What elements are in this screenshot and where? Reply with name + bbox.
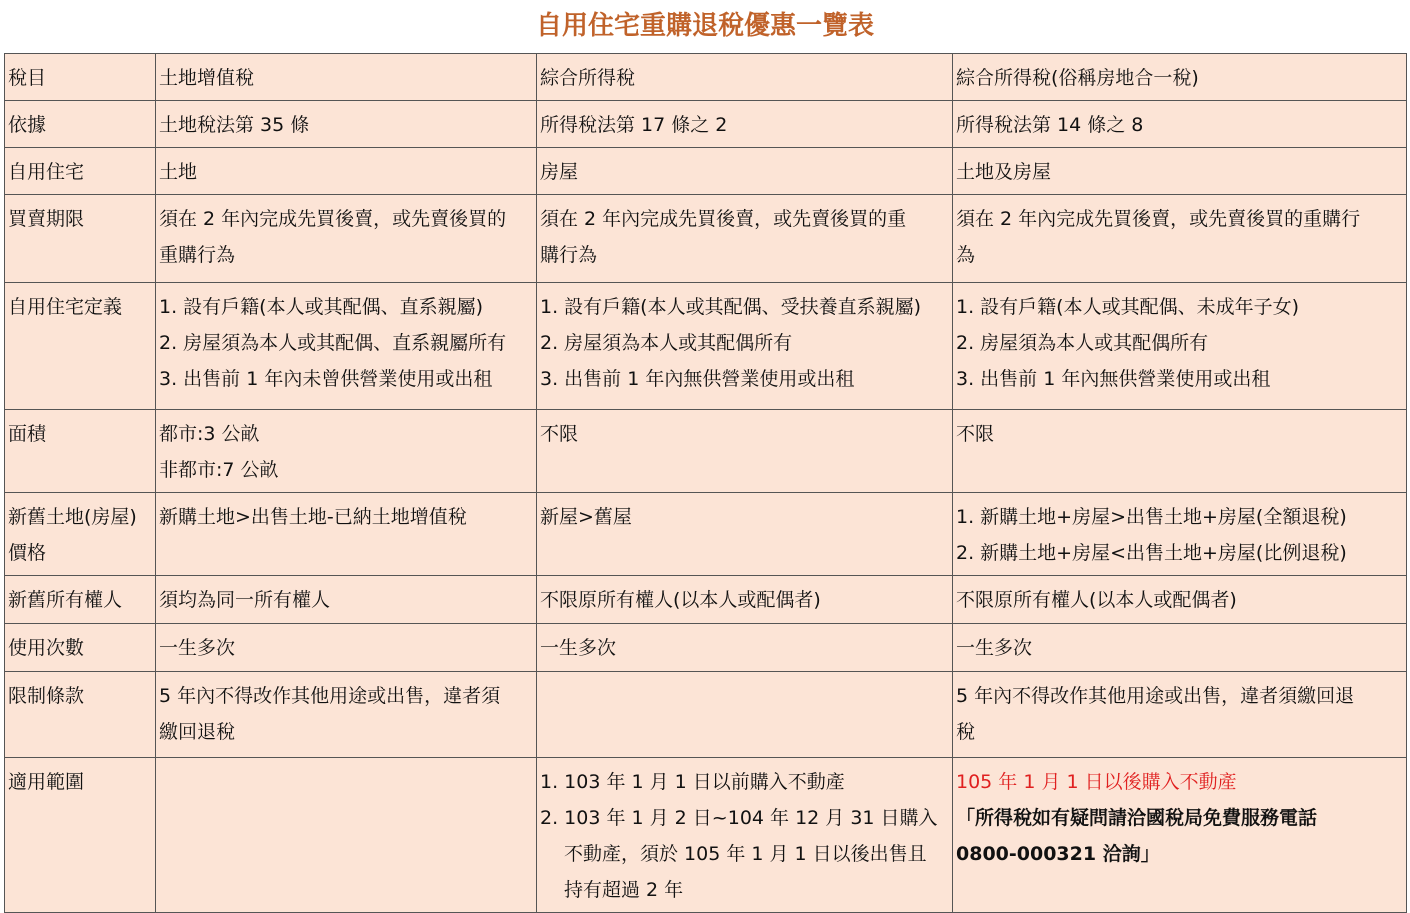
cell-text-line: 2. 房屋須為本人或其配偶、直系親屬所有 xyxy=(159,332,507,354)
table-row xyxy=(5,54,1407,101)
table-cell xyxy=(537,758,953,913)
table-cell xyxy=(537,101,953,148)
cell-text-line: 一生多次 xyxy=(956,637,1033,659)
cell-text-line: 土地增值稅 xyxy=(159,67,255,89)
cell-text-line: 0800-000321 洽詢」 xyxy=(956,843,1160,865)
cell-text-line: 2. 房屋須為本人或其配偶所有 xyxy=(540,332,793,354)
cell-text-line: 105 年 1 月 1 日以後購入不動產 xyxy=(956,771,1237,793)
cell-text-line: 不動產，須於 105 年 1 月 1 日以後出售且 xyxy=(564,843,927,865)
cell-text-line: 房屋 xyxy=(540,161,579,183)
row-header-cell xyxy=(5,148,156,195)
cell-text-line: 綜合所得稅(俗稱房地合一稅) xyxy=(956,67,1199,89)
table-cell xyxy=(537,576,953,624)
cell-text-line: 新屋>舊屋 xyxy=(540,506,632,528)
table-cell xyxy=(953,672,1407,758)
row-header-cell xyxy=(5,54,156,101)
cell-text-line: 3. 出售前 1 年內無供營業使用或出租 xyxy=(956,368,1271,390)
cell-text-line: 稅 xyxy=(956,721,976,743)
cell-text-line: 不限原所有權人(以本人或配偶者) xyxy=(956,589,1237,611)
cell-text-line: 1. 設有戶籍(本人或其配偶、直系親屬) xyxy=(159,296,483,318)
table-row xyxy=(5,410,1407,493)
cell-text-line: 5 年內不得改作其他用途或出售，違者須繳回退 xyxy=(956,685,1355,707)
table-cell xyxy=(156,283,537,410)
cell-text-line: 2. 新購土地+房屋<出售土地+房屋(比例退稅) xyxy=(956,542,1347,564)
table-row xyxy=(5,624,1407,672)
table-row xyxy=(5,101,1407,148)
table-cell xyxy=(156,148,537,195)
cell-text-line: 不限 xyxy=(956,423,995,445)
cell-text-line: 買賣期限 xyxy=(8,208,85,230)
cell-text-line: 須在 2 年內完成先買後賣，或先賣後買的重購行 xyxy=(956,208,1361,230)
table-cell xyxy=(953,195,1407,283)
table-cell xyxy=(953,410,1407,493)
table-row xyxy=(5,493,1407,576)
cell-text-line: 2. 103 年 1 月 2 日~104 年 12 月 31 日購入 xyxy=(540,807,938,829)
cell-text-line: 都市:3 公畝 xyxy=(159,423,260,445)
cell-text-line: 不限 xyxy=(540,423,579,445)
table-cell xyxy=(537,410,953,493)
cell-text-line: 1. 設有戶籍(本人或其配偶、受扶養直系親屬) xyxy=(540,296,921,318)
table-cell xyxy=(156,624,537,672)
cell-text-line: 土地及房屋 xyxy=(956,161,1052,183)
cell-text-line: 所得稅法第 14 條之 8 xyxy=(956,114,1144,136)
table-cell xyxy=(156,410,537,493)
table-row xyxy=(5,576,1407,624)
table-cell xyxy=(537,624,953,672)
cell-text-line: 新舊所有權人 xyxy=(8,589,123,611)
table-cell xyxy=(953,54,1407,101)
cell-text-line: 3. 出售前 1 年內無供營業使用或出租 xyxy=(540,368,855,390)
cell-text-line: 自用住宅 xyxy=(8,161,85,183)
row-header-cell xyxy=(5,576,156,624)
cell-text-line: 稅目 xyxy=(8,67,47,89)
cell-text-line: 「所得稅如有疑問請洽國稅局免費服務電話 xyxy=(956,807,1318,829)
table-row xyxy=(5,672,1407,758)
table-row xyxy=(5,283,1407,410)
table-cell xyxy=(156,758,537,913)
cell-text-line: 土地 xyxy=(159,161,198,183)
cell-text-line: 繳回退稅 xyxy=(159,721,236,743)
row-header-cell xyxy=(5,195,156,283)
row-header-cell xyxy=(5,758,156,913)
table-cell xyxy=(156,101,537,148)
cell-text-line: 一生多次 xyxy=(540,637,617,659)
table-cell xyxy=(537,195,953,283)
table-cell xyxy=(156,576,537,624)
table-cell xyxy=(953,101,1407,148)
table-cell xyxy=(156,195,537,283)
cell-text-line: 購行為 xyxy=(540,244,598,266)
cell-text-line: 土地稅法第 35 條 xyxy=(159,114,310,136)
cell-text-line: 所得稅法第 17 條之 2 xyxy=(540,114,728,136)
cell-text-line: 價格 xyxy=(8,542,47,564)
table-cell xyxy=(156,54,537,101)
cell-text-line: 1. 設有戶籍(本人或其配偶、未成年子女) xyxy=(956,296,1299,318)
row-header-cell xyxy=(5,672,156,758)
row-header-cell xyxy=(5,624,156,672)
cell-text-line: 持有超過 2 年 xyxy=(564,879,684,901)
cell-text-line: 須均為同一所有權人 xyxy=(159,589,331,611)
page-title: 自用住宅重購退稅優惠一覽表 xyxy=(535,11,874,41)
table-cell xyxy=(953,148,1407,195)
cell-text-line: 自用住宅定義 xyxy=(8,296,123,318)
cell-text-line: 為 xyxy=(956,244,976,266)
cell-text-line: 新購土地>出售土地-已納土地增值稅 xyxy=(159,506,467,528)
table-cell xyxy=(953,283,1407,410)
cell-text-line: 2. 房屋須為本人或其配偶所有 xyxy=(956,332,1209,354)
cell-text-line: 面積 xyxy=(8,423,47,445)
cell-text-line: 依據 xyxy=(8,114,47,136)
row-header-cell xyxy=(5,493,156,576)
cell-text-line: 不限原所有權人(以本人或配偶者) xyxy=(540,589,821,611)
cell-text-line: 1. 103 年 1 月 1 日以前購入不動產 xyxy=(540,771,845,793)
cell-text-line: 非都市:7 公畝 xyxy=(159,459,279,481)
cell-text-line: 重購行為 xyxy=(159,244,236,266)
table-cell xyxy=(953,624,1407,672)
table-row xyxy=(5,758,1407,913)
cell-text-line: 綜合所得稅 xyxy=(540,67,636,89)
row-header-cell xyxy=(5,283,156,410)
cell-text-line: 使用次數 xyxy=(8,637,85,659)
cell-text-line: 適用範圍 xyxy=(8,771,85,793)
row-header-cell xyxy=(5,101,156,148)
table-cell xyxy=(537,493,953,576)
cell-text-line: 新舊土地(房屋) xyxy=(8,506,137,528)
table-cell xyxy=(537,283,953,410)
row-header-cell xyxy=(5,410,156,493)
table-row xyxy=(5,148,1407,195)
table-row xyxy=(5,195,1407,283)
cell-text-line: 1. 新購土地+房屋>出售土地+房屋(全額退稅) xyxy=(956,506,1347,528)
table-cell xyxy=(537,148,953,195)
table-cell xyxy=(156,672,537,758)
cell-text-line: 須在 2 年內完成先買後賣，或先賣後買的 xyxy=(159,208,507,230)
cell-text-line: 3. 出售前 1 年內未曾供營業使用或出租 xyxy=(159,368,493,390)
cell-text-line: 一生多次 xyxy=(159,637,236,659)
table-cell xyxy=(537,672,953,758)
table-cell xyxy=(156,493,537,576)
table-cell xyxy=(537,54,953,101)
table-cell xyxy=(953,576,1407,624)
cell-text-line: 限制條款 xyxy=(8,685,85,707)
table-cell xyxy=(953,758,1407,913)
tax-refund-table xyxy=(4,53,1407,913)
table-cell xyxy=(953,493,1407,576)
cell-text-line: 5 年內不得改作其他用途或出售，違者須 xyxy=(159,685,501,707)
cell-text-line: 須在 2 年內完成先買後賣，或先賣後買的重 xyxy=(540,208,907,230)
